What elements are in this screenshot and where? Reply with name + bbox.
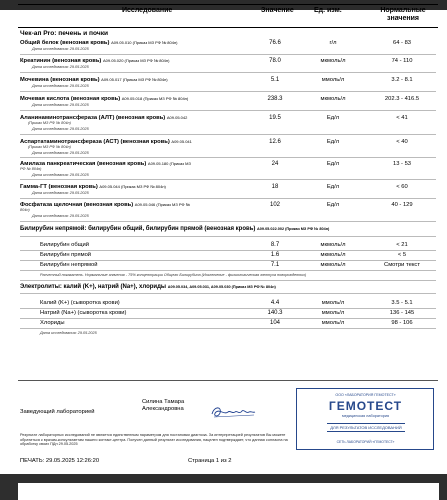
section-title-liver-kidney: Чек-ап Pro: печень и почки <box>20 30 109 37</box>
test-unit: мкмоль/л <box>320 58 346 64</box>
test-code: A09.05.046 (Приказ МЗ РФ № <box>134 202 190 207</box>
row-divider <box>20 293 436 294</box>
test-code-line2: 804н) <box>20 208 30 212</box>
test-norm: 3.2 - 8.1 <box>391 77 413 83</box>
test-value: 4.4 <box>270 300 280 306</box>
row-divider <box>20 328 436 329</box>
test-norm: Смотри текст <box>384 262 420 268</box>
test-code-line2: (Приказ МЗ РФ № 804н) <box>28 121 71 125</box>
test-code: A09.05.020 (Приказ МЗ РФ № 804н) <box>102 58 170 63</box>
test-date: Дата исследования: 29.05.2025 <box>32 191 89 195</box>
row-divider <box>20 221 436 222</box>
test-value: 5.1 <box>270 77 280 83</box>
table-header <box>18 4 438 28</box>
header-test: Исследование <box>122 7 173 14</box>
test-code: A09.05.010 (Приказ МЗ РФ № 804н) <box>111 40 178 45</box>
test-norm: < 21 <box>396 242 408 248</box>
test-name: Амилаза панкреатическая (венозная кровь) <box>20 161 147 167</box>
test-norm: < 5 <box>397 252 407 258</box>
test-unit: мкмоль/л <box>320 242 346 248</box>
row-divider <box>20 260 436 261</box>
test-date: Дата исследования: 29.05.2025 <box>32 151 89 155</box>
row-divider <box>20 157 436 158</box>
row-divider <box>20 54 436 55</box>
electrolytes-code: A09.05.034, A09.05.031, A09.05.030 (Приказ МЗ РФ № 804н) <box>167 285 276 289</box>
test-unit: г/л <box>329 40 337 46</box>
test-code: A09.05.017 (Приказ МЗ РФ № 804н) <box>101 77 168 82</box>
test-unit: Ед/л <box>326 184 340 190</box>
test-norm: 64 - 83 <box>392 40 412 46</box>
row-divider <box>20 280 436 281</box>
test-unit: мкмоль/л <box>320 96 346 102</box>
test-value: 238.3 <box>267 96 283 102</box>
test-unit: мкмоль/л <box>320 252 346 258</box>
test-name: Аспартатаминотрансфераза (АСТ) (венозная кровь) <box>20 139 170 145</box>
test-norm: 13 - 53 <box>392 161 412 167</box>
test-unit: Ед/л <box>326 202 340 208</box>
test-norm: 136 - 145 <box>389 310 415 316</box>
test-value: 24 <box>271 161 279 167</box>
test-code: A09.05.044 (Приказ МЗ РФ № 804н) <box>99 184 166 189</box>
test-name: Гамма-ГТ (венозная кровь) <box>20 184 98 190</box>
test-norm: 3.5 - 5.1 <box>391 300 413 306</box>
doctor-name-line2: Александровна <box>142 406 184 412</box>
test-unit: Ед/л <box>326 161 340 167</box>
header-unit: Ед. изм. <box>314 7 342 14</box>
row-divider <box>20 318 436 319</box>
test-name: Калий (K+) (сыворотка крови) <box>40 300 120 306</box>
test-name: Мочевая кислота (венозная кровь) <box>20 96 121 102</box>
test-code-line2: РФ № 804н) <box>20 167 42 171</box>
test-name: Хлориды <box>40 320 65 326</box>
test-unit: ммоль/л <box>321 320 345 326</box>
test-code: A09.05.042 <box>166 115 188 120</box>
row-divider <box>20 179 436 180</box>
test-norm: < 40 <box>396 139 408 145</box>
row-divider <box>20 134 436 135</box>
row-divider <box>20 91 436 92</box>
test-name: Мочевина (венозная кровь) <box>20 77 100 83</box>
bilirubin-code: A09.05.022.002 (Приказ МЗ РФ № 804н) <box>257 227 330 231</box>
test-unit: ммоль/л <box>321 77 345 83</box>
test-norm: 202.3 - 416.5 <box>384 96 420 102</box>
test-date: Дата исследования: 29.05.2025 <box>32 65 89 69</box>
test-unit: мкмоль/л <box>320 262 346 268</box>
row-divider <box>20 198 436 199</box>
section-title-bilirubin <box>20 226 329 232</box>
test-value: 8.7 <box>270 242 280 248</box>
test-value: 1.6 <box>270 252 280 258</box>
stamp-subtitle: медицинская лаборатория <box>341 414 390 418</box>
test-value: 7.1 <box>270 262 280 268</box>
test-code: A09.05.180 (Приказ МЗ <box>147 161 191 166</box>
disclaimer-text: Результат лабораторных исследований не является единственным параметром для постановки диагноза. За интерпретацией результатов Вы можете обратиться к врачам-консультантам нашего контакт-центра. Получен данный результат исследования, нацелен подтверждает, что данная сопласна на обработку своих ПДн 29.05.2025 <box>20 433 288 447</box>
test-value: 12.6 <box>269 139 281 145</box>
electrolytes-date: Дата исследования: 29.05.2025 <box>40 331 97 335</box>
electrolytes-title: Электролиты: калий (K+), натрий (Na+), хлориды <box>20 284 167 290</box>
test-value: 18 <box>271 184 279 190</box>
test-unit: Ед/л <box>326 115 340 121</box>
row-divider <box>20 308 436 309</box>
test-date: Дата исследования: 29.05.2025 <box>32 47 89 51</box>
stamp-bottom: СЕТЬ ЛАБОРАТОРИЙ «ГЕМОТЕСТ» <box>336 440 395 444</box>
stamp-middle: ДЛЯ РЕЗУЛЬТАТОВ ИССЛЕДОВАНИЙ <box>327 423 405 432</box>
test-date: Дата исследования: 29.05.2025 <box>32 214 89 218</box>
row-divider <box>20 236 436 237</box>
header-norm: Нормальные значения <box>380 7 426 22</box>
test-name: Натрий (Na+) (сыворотка крови) <box>40 310 127 316</box>
test-unit: ммоль/л <box>321 310 345 316</box>
test-name: Фосфатаза щелочная (венозная кровь) <box>20 202 134 208</box>
header-value: Значение <box>261 7 294 14</box>
doctor-name <box>142 399 184 413</box>
row-divider <box>20 110 436 111</box>
test-name: Билирубин непрямой <box>40 262 98 268</box>
test-value: 140.3 <box>267 310 283 316</box>
test-name: Билирубин общий <box>40 242 89 248</box>
bilirubin-title: Билирубин непрямой: билирубин общий, билирубин прямой (венозная кровь) <box>20 226 256 232</box>
row-divider <box>20 270 436 271</box>
test-value: 78.0 <box>269 58 281 64</box>
position-label: Заведующий лабораторией <box>20 409 95 415</box>
test-date: Дата исследования: 29.05.2025 <box>32 173 89 177</box>
stamp-title: ГЕМОТЕСТ <box>328 399 403 413</box>
test-name: Аланинаминотрансфераза (АЛТ) (венозная кровь) <box>20 115 166 121</box>
section-title-electrolytes <box>20 284 276 290</box>
row-divider <box>20 72 436 73</box>
row-divider <box>20 250 436 251</box>
bilirubin-note: Расчетный показатель. Нормальные значения - 75% концентрации Общего Билирубина (Исключение - физиологическая желтуха новорожденных) <box>40 273 307 277</box>
next-page-strip <box>18 483 439 500</box>
test-name: Общий белок (венозная кровь) <box>20 40 110 46</box>
test-code: A09.05.018 (Приказ МЗ РФ № 804н) <box>121 96 189 101</box>
test-code: A09.05.041 <box>171 139 192 144</box>
lab-stamp <box>296 388 434 450</box>
test-norm: < 60 <box>396 184 408 190</box>
test-norm: 74 - 110 <box>391 58 413 64</box>
test-date: Дата исследования: 29.05.2025 <box>32 84 89 88</box>
test-code-line2: (Приказ МЗ РФ № 804н) <box>28 145 71 149</box>
test-value: 102 <box>269 202 280 208</box>
test-norm: 98 - 106 <box>391 320 413 326</box>
test-value: 76.6 <box>269 40 281 46</box>
test-norm: 40 - 129 <box>391 202 413 208</box>
test-value: 19.5 <box>269 115 281 121</box>
test-name: Креатинин (венозная кровь) <box>20 58 102 64</box>
doctor-name-line1: Силина Тамара <box>142 399 185 405</box>
print-timestamp: ПЕЧАТЬ: 29.05.2025 12:26:20 <box>20 458 100 464</box>
handwritten-signature <box>208 400 258 422</box>
test-value: 104 <box>269 320 280 326</box>
test-date: Дата исследования: 29.05.2025 <box>32 127 89 131</box>
stamp-top-text: ООО «ЛАБОРАТОРИЯ ГЕМОТЕСТ» <box>335 393 396 397</box>
test-date: Дата исследования: 29.05.2025 <box>32 103 89 107</box>
signature-separator <box>18 380 438 381</box>
test-name: Билирубин прямой <box>40 252 92 258</box>
test-norm: < 41 <box>396 115 408 121</box>
page-number: Страница 1 из 2 <box>188 458 232 464</box>
test-unit: Ед/л <box>326 139 340 145</box>
test-unit: ммоль/л <box>321 300 345 306</box>
